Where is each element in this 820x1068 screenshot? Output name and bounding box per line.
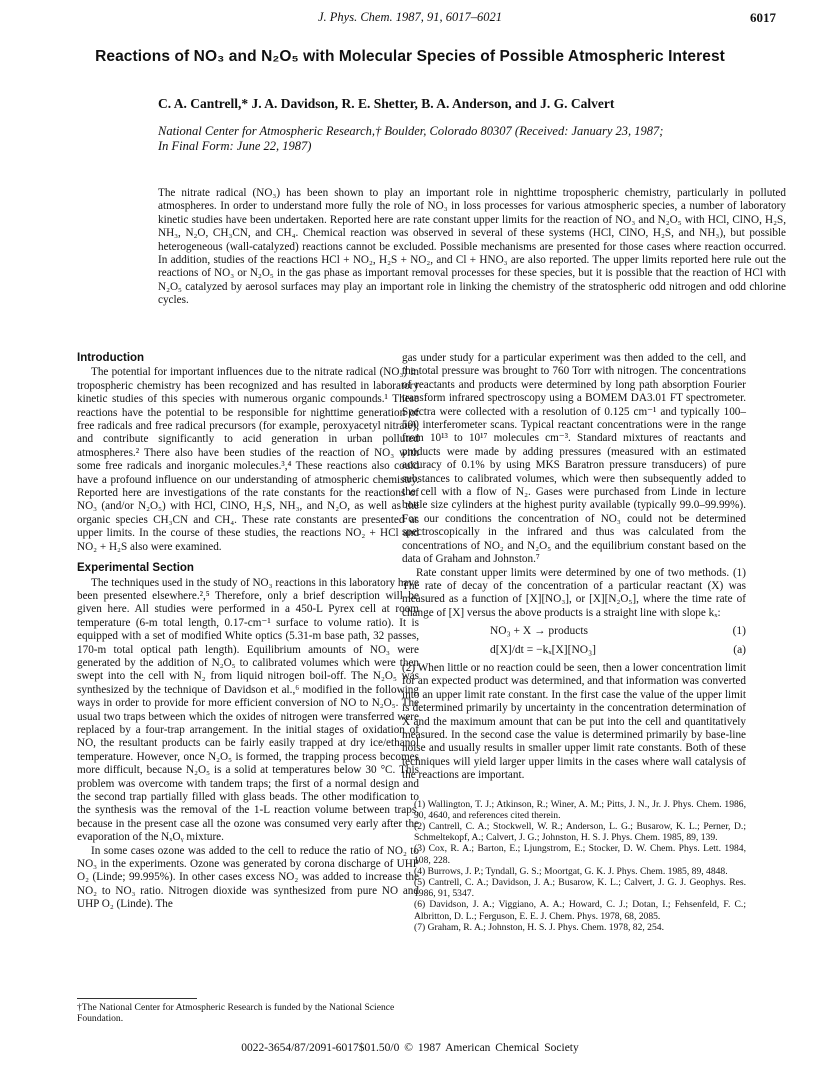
reference-4: (4) Burrows, J. P.; Tyndall, G. S.; Moortgat, G. K. J. Phys. Chem. 1985, 89, 4848. bbox=[414, 865, 728, 877]
abstract: The nitrate radical (NO₃) has been shown to play an important role in nighttime tropospheric chemistry, particularly in polluted atmospheres. In order to understand more fully the role of NO₃ in loss processes for various atmospheric species, a number of laboratory kinetic studies have been undertaken. Reported here are rate constant upper limits for the reaction of NO₃ and N₂O₅ with HCl, ClNO, H₂S, NH₃, N₂O, CH₃CN, and CH₄. Chemical reaction was observed in several of these systems (HCl, ClNO, H₂S, and NH₃), but possible heterogeneous (wall-catalyzed) reactions cannot be excluded. Possible mechanisms are presented for those cases where reaction occurred. In addition, studies of the reactions HCl + NO₂, H₂S + NO₂, and Cl + HNO₃ are also reported. The upper limits reported here rule out the reactions of NO₃ or N₂O₅ in the gas phase as important removal processes for these species, but it is possible that the reaction of HCl with N₂O₅ catalyzed by aerosol surfaces may play an important role in linking the chemistry of the stratospheric odd nitrogen and odd chlorine cycles. bbox=[158, 187, 786, 307]
equation-1 bbox=[402, 625, 746, 638]
equation-a bbox=[402, 644, 746, 657]
experimental-paragraph-1: The techniques used in the study of NO₃ reactions in this laboratory have been presented elsewhere.²,⁵ Therefore, only a brief description will be given here. All studies were performed in a 450-L Pyrex cell at room temperature (6-m total length, 0.17-cm⁻¹ surface to volume ratio). It is equipped with a set of modified White optics (5.31-m base path, 32 passes, 170-m total optical path length). Equilibrium amounts of NO₃ were generated by the addition of N₂O₅ to calibrated volumes which were then swept into the cell with N₂ from liquid nitrogen boil-off. The N₂O₅ was synthesized by the technique of Davidson et al.,⁶ modified in the following ways in order to provide for more efficient conversion of NO to N₂O₅. The usual two traps between which the oxides of nitrogen were transferred were replaced by a four-trap arrangement. In the initial stages of oxidation of NO, the resultant products can be fairly easily trapped at dry ice/ethanol temperature. However, once N₂O₅ is formed, the trapping process becomes more difficult, because N₂O₅ is a solid at temperatures below 30 °C. This problem was overcome with tandem traps; the first of a normal design and the second trap partially filled with glass beads. The other modification to the synthesis was the removal of the 1-L reaction volume between traps, because in the present case all the ozone was consumed very early after the evaporation of the NₓOᵧ mixture. bbox=[77, 576, 419, 844]
references bbox=[402, 799, 746, 933]
equation-1-body: NO₃ + X → products bbox=[490, 625, 589, 638]
affiliation-line-2: In Final Form: June 22, 1987) bbox=[158, 139, 312, 153]
experimental-paragraph-2: In some cases ozone was added to the cell to reduce the ratio of NO₂ to NO₃ in the experiments. Ozone was generated by corona discharge of UHP O₂ (Linde; 99.995%). In other cases excess NO₂ was added to increase the NO₂ to NO₃ ratio. Nitrogen dioxide was synthesized from pure NO and UHP O₂ (Linde). The bbox=[77, 844, 419, 911]
page-footer: 0022-3654/87/2091-6017$01.50/0 © 1987 American Chemical Society bbox=[241, 1042, 579, 1054]
method-2-paragraph: (2) When little or no reaction could be seen, then a lower concentration limit for an expected product was determined, and that information was converted into an upper limit rate constant. In the first case the value of the upper limit is determined primarily by uncertainty in the concentration determination of X and the maximum amount that can be put into the cell and quantitatively measured. In the second case the value is determined primarily by base-line noise and usually results in smaller upper limit rate constants. Both of these techniques will yield larger upper limits in the cases where wall catalysis of the reactions are important. bbox=[402, 661, 746, 782]
reference-2: (2) Cantrell, C. A.; Stockwell, W. R.; Anderson, L. G.; Busarow, K. L.; Perner, D.; Schmeltekopf, A.; Calvert, J. G.; Johnston, H. S. J. Phys. Chem. 1985, 89, 139. bbox=[414, 821, 746, 844]
experimental-heading: Experimental Section bbox=[77, 562, 194, 575]
continued-paragraph: gas under study for a particular experiment was then added to the cell, and the total pressure was brought to 760 Torr with nitrogen. The concentrations of reactants and products were determined by long path absorption Fourier transform infrared spectroscopy using a BOMEM DA3.01 FT spectrometer. Spectra were collected with a resolution of 0.125 cm⁻¹ and typically 100–500 interferometer scans. Typical reactant concentrations were in the range from 10¹³ to 10¹⁷ molecules cm⁻³. Standard mixtures of reactants and products were made by adding pressures (measured with an estimated accuracy of 0.1% by using MKS Baratron pressure transducers) of pure substances to calibrated volumes, which were then subsequently added to the cell with a flow of N₂. Gases were purchased from Linde in lecture bottle size cylinders at the highest purity available (typically 99.0–99.99%). For our conditions the concentration of NO₃ could not be determined spectroscopically in the infrared and thus was calculated from the concentrations of NO₂ and N₂O₅ and the equilibrium constant based on the data of Graham and Johnston.⁷ bbox=[402, 352, 746, 566]
author-list: C. A. Cantrell,* J. A. Davidson, R. E. Shetter, B. A. Anderson, and J. G. Calvert bbox=[158, 96, 615, 111]
equation-a-number: (a) bbox=[733, 643, 746, 656]
running-header: J. Phys. Chem. 1987, 91, 6017–6021 bbox=[317, 10, 502, 24]
page-number: 6017 bbox=[750, 10, 776, 25]
reference-1: (1) Wallington, T. J.; Atkinson, R.; Winer, A. M.; Pitts, J. N., Jr. J. Phys. Chem. 1986, 90, 4640, and references cited therein. bbox=[414, 798, 746, 821]
reference-6: (6) Davidson, J. A.; Viggiano, A. A.; Howard, C. J.; Dotan, I.; Fehsenfeld, F. C.; Albritton, D. L.; Ferguson, E. E. J. Chem. Phys. 1978, 68, 2085. bbox=[414, 899, 746, 922]
introduction-paragraph: The potential for important influences due to the nitrate radical (NO₃) in tropospheric chemistry has been recognized and has resulted in laboratory kinetic studies of this species with numerous organic compounds.¹ These reactions have the potential to be responsible for nighttime generation of free radicals and free radical precursors (for example, peroxyacetyl nitrate), and contribute significantly to acid generation in urban polluted atmospheres.² There also have been studies of the reaction of NO₃ with some free radicals and inorganic molecules.³,⁴ These reactions also could have a profound influence on our understanding of atmospheric chemistry. Reported here are investigations of the rate constants for the reactions of NO₃ (and/or N₂O₅) with HCl, ClNO, H₂S, NH₃, and N₂O, as well as the organic species CH₃CN and CH₄. These rate constants are presented as upper limits. In the course of these studies, the reactions NO₂ + HCl and NO₂ + H₂S also were examined. bbox=[77, 366, 419, 553]
equation-a-body: d[X]/dt = −kₓ[X][NO₃] bbox=[490, 643, 596, 656]
reference-7: (7) Graham, R. A.; Johnston, H. S. J. Phys. Chem. 1978, 82, 254. bbox=[414, 921, 664, 933]
reference-5: (5) Cantrell, C. A.; Davidson, J. A.; Busarow, K. L.; Calvert, J. G. J. Geophys. Res. 1986, 91, 5347. bbox=[414, 877, 746, 900]
funding-footnote: †The National Center for Atmospheric Research is funded by the National Science Foundation. bbox=[77, 1002, 395, 1024]
introduction-heading: Introduction bbox=[77, 352, 145, 364]
affiliation bbox=[158, 124, 788, 154]
reference-3: (3) Cox, R. A.; Barton, E.; Ljungstrom, E.; Stocker, D. W. Chem. Phys. Lett. 1984, 108, 228. bbox=[414, 843, 746, 866]
equation-1-number: (1) bbox=[732, 625, 746, 638]
methods-paragraph: Rate constant upper limits were determined by one of two methods. (1) The rate of decay of the concentration of a particular reactant (X) was measured as a function of [X][NO₃], or [X][N₂O₅], where the time rate of change of [X] versus the above products is a straight line with slope kₓ: bbox=[402, 566, 746, 619]
article-title: Reactions of NO₃ and N₂O₅ with Molecular Species of Possible Atmospheric Interest bbox=[95, 48, 725, 65]
affiliation-line-1: National Center for Atmospheric Research,† Boulder, Colorado 80307 (Received: January 23, 1987; bbox=[158, 124, 664, 138]
right-column bbox=[402, 352, 746, 933]
left-column bbox=[77, 352, 419, 912]
footnote-rule bbox=[77, 998, 197, 999]
